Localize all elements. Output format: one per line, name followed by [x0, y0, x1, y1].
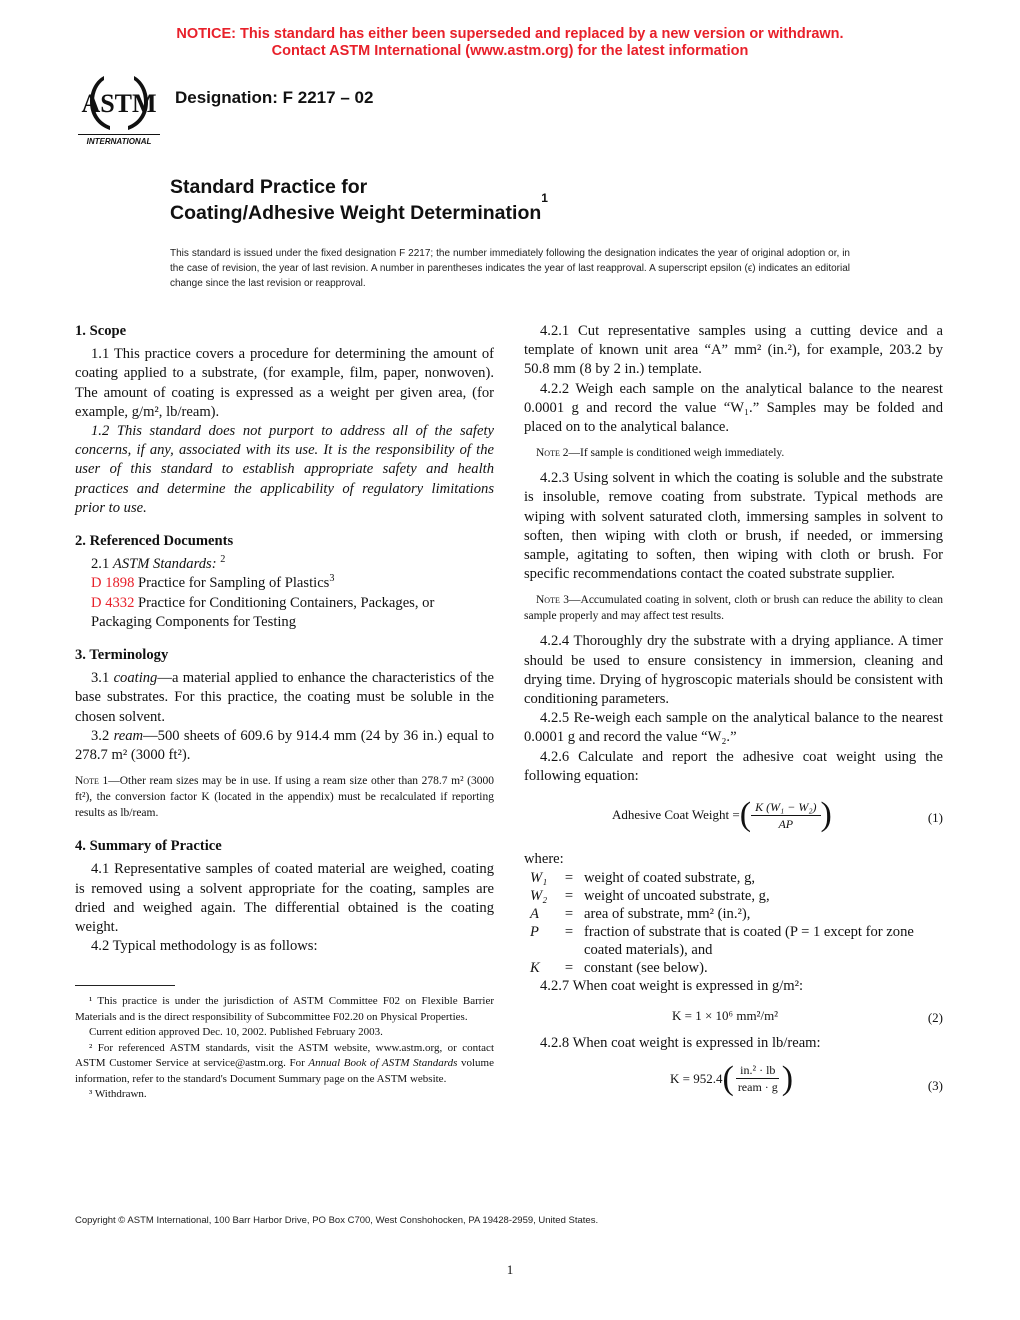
- s3-1-term: coating: [113, 670, 158, 687]
- where-sym: A: [530, 906, 539, 923]
- where-eq: =: [564, 906, 574, 923]
- section-4-2-5: 4.2.5 Re-weigh each sample on the analytical balance to the nearest 0.0001 g and record the value “W₂.”: [524, 710, 943, 746]
- copyright: Copyright © ASTM International, 100 Barr Harbor Drive, PO Box C700, West Conshohocken, PA 19428-2959, United States.: [75, 1215, 599, 1226]
- logo-text: ASTM: [81, 89, 157, 118]
- issued-note: This standard is issued under the fixed designation F 2217; the number immediately following the designation indicates the year of original adoption or, in the case of revision, the year of last revision. A number in parentheses indicates the year of last reapproval. A superscript epsilon (ϵ) indicates an editorial change since the last revision or reapproval.: [170, 248, 850, 289]
- eq2-body: K = 1 × 10⁶ mm²/m²: [672, 1008, 779, 1024]
- where-label: where:: [524, 851, 564, 868]
- s2-1-num: 2.1: [91, 556, 110, 573]
- ref-d4332-text: Practice for Conditioning Containers, Packages, or Packaging Components for Testing: [91, 594, 435, 630]
- section-4-2-6: 4.2.6 Calculate and report the adhesive coat weight using the following equation:: [524, 748, 943, 784]
- eq1-lhs: Adhesive Coat Weight =: [612, 807, 740, 823]
- astm-logo: [74, 74, 164, 150]
- note-1: [75, 773, 494, 821]
- notice-line-1: NOTICE: This standard has either been superseded and replaced by a new version or withdrawn.: [176, 26, 844, 42]
- section-scope-heading: 1. Scope: [75, 323, 127, 339]
- eq1-denominator: AP: [778, 816, 794, 831]
- eq3-fraction: [734, 1062, 782, 1095]
- section-summary-heading: 4. Summary of Practice: [75, 838, 222, 855]
- footnote-rule: [75, 985, 175, 986]
- section-1-1: 1.1 This practice covers a procedure for determining the amount of coating applied to a substrate, (for example, film, paper, nonwoven). The amount of coating is expressed as a weight per given area, (for example, g/m², lb/ream).: [75, 346, 494, 420]
- eq2-number: (2): [927, 1010, 943, 1026]
- note-3-label: Note 3: [536, 594, 570, 607]
- equation-1-body: [612, 798, 832, 832]
- left-column: [75, 322, 494, 956]
- s3-1-text: —a material applied to enhance the characteristics of the base substrates. For this practice, the coating must be soluble in the chosen solvent.: [75, 670, 494, 725]
- where-row-p: [530, 923, 943, 959]
- section-1-2: 1.2 This standard does not purport to address all of the safety concerns, if any, associated with its use. It is the responsibility of the user of this standard to establish appropriate safety and health practices and determine the applicability of regulatory limitations prior to use.: [75, 423, 494, 516]
- where-eq: =: [564, 924, 574, 941]
- reference-d4332: [75, 594, 494, 632]
- title-line-1: Standard Practice for: [170, 176, 368, 198]
- where-row-a: [530, 905, 943, 923]
- s3-1-num: 3.1: [91, 670, 110, 687]
- equation-3-body: [670, 1059, 794, 1097]
- eq1-numerator: K (W₁ − W₂): [751, 799, 820, 816]
- ref-link-d4332[interactable]: D 4332: [91, 594, 135, 611]
- where-list: [524, 869, 943, 977]
- section-4-2-1: 4.2.1 Cut representative samples using a cutting device and a template of known unit area “A” mm² (in.²), for example, 203.2 by 50.8 mm (8 by 2 in.) template.: [524, 323, 943, 378]
- title-footnote-mark: 1: [541, 191, 548, 205]
- fn2-italic: Annual Book of ASTM Standards: [308, 1057, 458, 1069]
- note-3-text: —Accumulated coating in solvent, cloth or brush can reduce the ability to clean sample properly and may affect test results.: [524, 594, 943, 623]
- section-4-2-8: 4.2.8 When coat weight is expressed in lb/ream:: [540, 1035, 821, 1052]
- astm-logo-graphic: [74, 74, 164, 150]
- where-sym: W₁: [530, 870, 548, 887]
- s3-2-text: —500 sheets of 609.6 by 914.4 mm (24 by 36 in.) equal to 278.7 m² (3000 ft²).: [75, 727, 494, 764]
- section-2-1: [75, 555, 494, 574]
- title-line-2: [170, 191, 548, 226]
- section-4-2-3: 4.2.3 Using solvent in which the coating is soluble and the substrate is insoluble, remove coating from substrate. Typical methods are wiping with solvent saturated cloth, immersing samples in solvent to soften, then wiping with cloth or brush, if needed, or immersing sample, agitating to soften, then wiping with cloth or brush. For specific recommendations contact the coated substrate supplier.: [524, 470, 943, 583]
- where-text: weight of uncoated substrate, g,: [584, 888, 770, 905]
- designation: Designation: F 2217 – 02: [175, 88, 374, 107]
- where-text: constant (see below).: [584, 960, 708, 977]
- section-4-2: 4.2 Typical methodology is as follows:: [91, 938, 318, 955]
- note-2-label: Note 2: [536, 447, 569, 460]
- eq1-number: (1): [927, 810, 943, 826]
- footnote-3: ³ Withdrawn.: [89, 1088, 147, 1100]
- note-1-label: Note 1: [75, 775, 109, 788]
- where-row-w1: [530, 869, 943, 887]
- where-sym: K: [530, 960, 540, 977]
- notice-line-2: Contact ASTM International (www.astm.org) for the latest information: [271, 43, 749, 59]
- note-2: [524, 445, 943, 461]
- where-text: weight of coated substrate, g,: [584, 870, 756, 887]
- ref-d1898-text: Practice for Sampling of Plastics: [138, 575, 330, 592]
- note-1-text: —Other ream sizes may be in use. If using a ream size other than 278.7 m² (3000 ft²), the conversion factor K (located in the appendix) must be recalculated if reporting results as lb/ream.: [75, 775, 494, 820]
- footnotes: [75, 994, 494, 1103]
- section-4-2-2: 4.2.2 Weigh each sample on the analytical balance to the nearest 0.0001 g and record the value “W₁.” Samples may be folded and placed on to the analytical balance.: [524, 380, 943, 436]
- eq3-lhs: K = 952.4: [670, 1071, 723, 1087]
- document-title: [170, 174, 548, 226]
- equation-2: [524, 1002, 943, 1028]
- s3-2-term: ream: [113, 727, 144, 744]
- supersede-notice: [0, 26, 1020, 60]
- fn2-part-b: volume information, refer to the standard's Document Summary page on the ASTM website.: [75, 1057, 494, 1085]
- s2-1-sup: 2: [220, 554, 226, 566]
- s2-1-text: ASTM Standards:: [112, 556, 217, 573]
- note-2-text: —If sample is conditioned weigh immediately.: [568, 447, 785, 460]
- equation-3: [524, 1060, 943, 1108]
- section-4-2-4: 4.2.4 Thoroughly dry the substrate with a drying appliance. A timer should be used to ensure consistency in immersion, cleaning and drying time. Drying of hygroscopic materials should be consistent with conditioning parameters.: [524, 633, 943, 708]
- reference-d1898: [75, 574, 494, 593]
- footnote-2: [75, 1041, 494, 1088]
- page-number: 1: [506, 1262, 514, 1277]
- where-eq: =: [564, 960, 574, 977]
- section-3-2: [75, 727, 494, 765]
- footnote-1: ¹ This practice is under the jurisdiction of ASTM Committee F02 on Flexible Barrier Materials and is the direct responsibility of Subcommittee F02.20 on Physical Properties.: [75, 995, 494, 1023]
- footnote-1-edition: Current edition approved Dec. 10, 2002. Published February 2003.: [89, 1026, 383, 1038]
- where-eq: =: [564, 888, 574, 905]
- eq3-numerator: in.² · lb: [736, 1062, 779, 1079]
- eq3-denominator: ream · g: [737, 1080, 778, 1095]
- note-3: [524, 592, 943, 624]
- eq3-number: (3): [927, 1077, 943, 1093]
- section-4-2-7: 4.2.7 When coat weight is expressed in g/m²:: [540, 978, 804, 995]
- section-terminology-heading: 3. Terminology: [75, 647, 169, 664]
- where-text: fraction of substrate that is coated (P = 1 except for zone coated materials), and: [584, 924, 914, 959]
- equation-1: [524, 794, 943, 844]
- eq3-close-paren: ): [781, 1059, 794, 1097]
- where-row-k: [530, 959, 943, 977]
- title-main: Coating/Adhesive Weight Determination: [170, 202, 542, 224]
- ref-d1898-sup: 3: [329, 573, 335, 585]
- where-sym: W₂: [530, 888, 548, 905]
- eq1-fraction: [751, 799, 820, 832]
- fn2-part-a: ² For referenced ASTM standards, visit the ASTM website, www.astm.org, or contact ASTM Customer Service at service@astm.org. For: [75, 1041, 494, 1069]
- section-4-1: 4.1 Representative samples of coated material are weighed, coating is removed using a solvent appropriate for the coating, samples are dried and weighed again. The differential obtained is the coating weight.: [75, 861, 494, 936]
- eq1-close-paren: ): [820, 796, 832, 834]
- where-sym: P: [530, 924, 539, 941]
- eq1-open-paren: (: [739, 796, 752, 834]
- section-3-1: [75, 669, 494, 727]
- eq3-open-paren: (: [722, 1059, 734, 1097]
- right-column: [524, 322, 943, 1114]
- ref-link-d1898[interactable]: D 1898: [91, 575, 135, 592]
- s3-2-num: 3.2: [91, 727, 110, 744]
- where-row-w2: [530, 887, 943, 905]
- where-text: area of substrate, mm² (in.²),: [584, 906, 751, 923]
- where-eq: =: [564, 870, 574, 887]
- logo-subtext: INTERNATIONAL: [86, 137, 152, 146]
- section-referenced-docs-heading: 2. Referenced Documents: [75, 533, 234, 550]
